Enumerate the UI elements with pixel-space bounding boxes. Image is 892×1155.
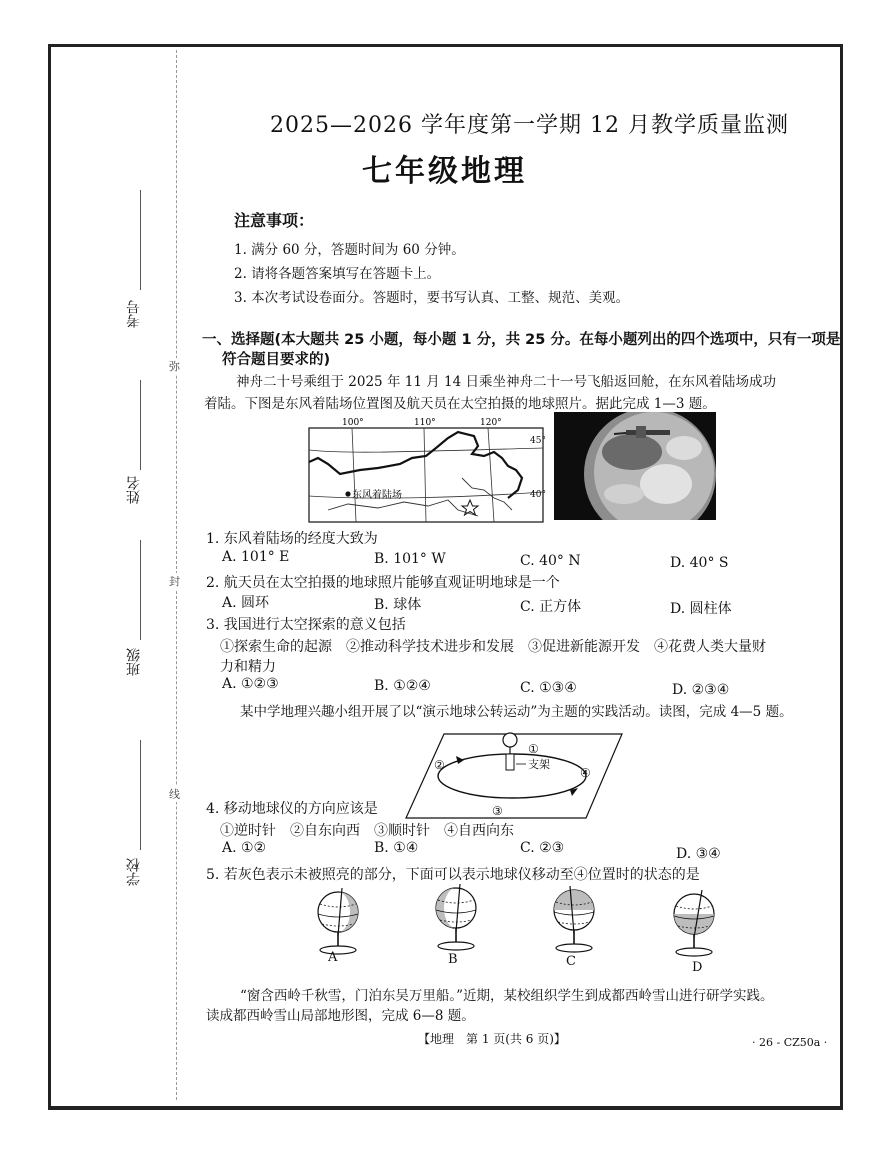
notice-item: 1. 满分 60 分，答题时间为 60 分钟。 bbox=[234, 242, 465, 258]
page-border-right bbox=[840, 44, 843, 1110]
globe-label-a: A bbox=[328, 950, 338, 965]
paper-code: · 26 - CZ50a · bbox=[752, 1036, 828, 1049]
question-5-stem: 5. 若灰色表示未被照亮的部分，下面可以表示地球仪移动至④位置时的状态的是 bbox=[206, 867, 700, 883]
question-4-stem: 4. 移动地球仪的方向应该是 bbox=[206, 801, 378, 817]
page-footer: 【地理 第 1 页(共 6 页)】 bbox=[418, 1032, 566, 1046]
dongfeng-location-map bbox=[308, 418, 544, 524]
name-line bbox=[140, 380, 141, 470]
lat-label: 45° bbox=[530, 436, 546, 446]
orbit-demonstration-diagram bbox=[404, 724, 624, 820]
question-1-option-d[interactable]: D. 40° S bbox=[670, 555, 729, 571]
earth-photo-from-space bbox=[554, 412, 716, 520]
globe-option-c[interactable] bbox=[544, 882, 604, 962]
question-3-option-a[interactable]: A. ①②③ bbox=[222, 676, 279, 692]
question-2-option-b[interactable]: B. 球体 bbox=[374, 597, 422, 613]
question-4-option-d[interactable]: D. ③④ bbox=[676, 846, 721, 862]
orbit-position-4: ④ bbox=[580, 766, 591, 780]
notice-item: 3. 本次考试设卷面分。答题时，要书写认真、工整、规范、美观。 bbox=[234, 290, 630, 306]
class-line bbox=[140, 540, 141, 640]
page-border-bottom bbox=[48, 1106, 843, 1110]
globe-option-a[interactable] bbox=[308, 884, 368, 964]
page-border-left bbox=[48, 44, 51, 1110]
globe-label-b: B bbox=[448, 952, 458, 967]
lat-label: 40° bbox=[530, 490, 546, 500]
lon-label: 110° bbox=[414, 418, 436, 428]
passage-1-line-2: 着陆。下图是东风着陆场位置图及航天员在太空拍摄的地球照片。据此完成 1—3 题。 bbox=[204, 396, 716, 412]
question-3-option-b[interactable]: B. ①②④ bbox=[374, 678, 431, 694]
stand-label: 支架 bbox=[528, 758, 550, 771]
page-border-top bbox=[48, 44, 843, 47]
globe-label-c: C bbox=[566, 954, 576, 969]
notice-item: 2. 请将各题答案填写在答题卡上。 bbox=[234, 266, 441, 282]
question-2-option-a[interactable]: A. 圆环 bbox=[222, 595, 270, 611]
school-label: 学校 bbox=[126, 858, 142, 886]
exam-number-label: 考号 bbox=[126, 300, 142, 328]
question-3-stem: 3. 我国进行太空探索的意义包括 bbox=[206, 617, 406, 633]
question-1-option-c[interactable]: C. 40° N bbox=[520, 553, 581, 569]
question-2-option-c[interactable]: C. 正方体 bbox=[520, 599, 582, 615]
globe-option-d[interactable] bbox=[664, 886, 724, 966]
globe-label-d: D bbox=[692, 960, 703, 975]
exam-title: 2025—2026 学年度第一学期 12 月教学质量监测 bbox=[270, 113, 789, 138]
section-heading: 一、选择题(本大题共 25 小题，每小题 1 分，共 25 分。在每小题列出的四个选项中，只有一项是 bbox=[202, 332, 841, 348]
passage-3-line-2: 读成都西岭雪山局部地形图，完成 6—8 题。 bbox=[206, 1008, 475, 1024]
question-3-option-d[interactable]: D. ②③④ bbox=[672, 682, 730, 698]
seal-char-mi: 弥 bbox=[169, 360, 180, 373]
question-4-option-b[interactable]: B. ①④ bbox=[374, 840, 419, 856]
question-1-option-b[interactable]: B. 101° W bbox=[374, 551, 446, 567]
passage-1-line-1: 神舟二十号乘组于 2025 年 11 月 14 日乘坐神舟二十一号飞船返回舱，在东风着陆场成功 bbox=[236, 374, 776, 390]
globe-option-b[interactable] bbox=[426, 880, 486, 960]
question-4-choices: ①逆时针 ②自东向西 ③顺时针 ④自西向东 bbox=[220, 823, 514, 839]
seal-char-xian: 线 bbox=[169, 788, 180, 801]
passage-3-line-1: “窗含西岭千秋雪，门泊东吴万里船。”近期，某校组织学生到成都西岭雪山进行研学实践。 bbox=[240, 988, 774, 1004]
question-4-option-a[interactable]: A. ①② bbox=[222, 840, 267, 856]
exam-number-line bbox=[140, 190, 141, 290]
question-3-choices-cont: 力和精力 bbox=[220, 659, 276, 675]
landing-site-label: 东风着陆场 bbox=[352, 490, 402, 501]
school-line bbox=[140, 740, 141, 850]
passage-2: 某中学地理兴趣小组开展了以“演示地球公转运动”为主题的实践活动。读图，完成 4—5 题。 bbox=[240, 704, 793, 720]
orbit-position-3: ③ bbox=[492, 804, 503, 818]
question-2-stem: 2. 航天员在太空拍摄的地球照片能够直观证明地球是一个 bbox=[206, 575, 560, 591]
orbit-position-1: ① bbox=[528, 742, 539, 756]
notice-heading: 注意事项： bbox=[234, 211, 315, 230]
question-1-option-a[interactable]: A. 101° E bbox=[222, 549, 290, 565]
section-heading-cont: 符合题目要求的) bbox=[222, 352, 331, 368]
seal-char-feng: 封 bbox=[169, 575, 180, 588]
question-3-choices: ①探索生命的起源 ②推动科学技术进步和发展 ③促进新能源开发 ④花费人类大量财 bbox=[220, 639, 766, 655]
subject-title: 七年级地理 bbox=[362, 154, 527, 189]
question-3-option-c[interactable]: C. ①③④ bbox=[520, 680, 577, 696]
lon-label: 120° bbox=[480, 418, 502, 428]
lon-label: 100° bbox=[342, 418, 364, 428]
name-label: 姓名 bbox=[126, 476, 142, 504]
question-4-option-c[interactable]: C. ②③ bbox=[520, 840, 565, 856]
question-1-stem: 1. 东风着陆场的经度大致为 bbox=[206, 531, 378, 547]
orbit-position-2: ② bbox=[434, 758, 445, 772]
class-label: 班级 bbox=[126, 648, 142, 676]
question-2-option-d[interactable]: D. 圆柱体 bbox=[670, 601, 732, 617]
